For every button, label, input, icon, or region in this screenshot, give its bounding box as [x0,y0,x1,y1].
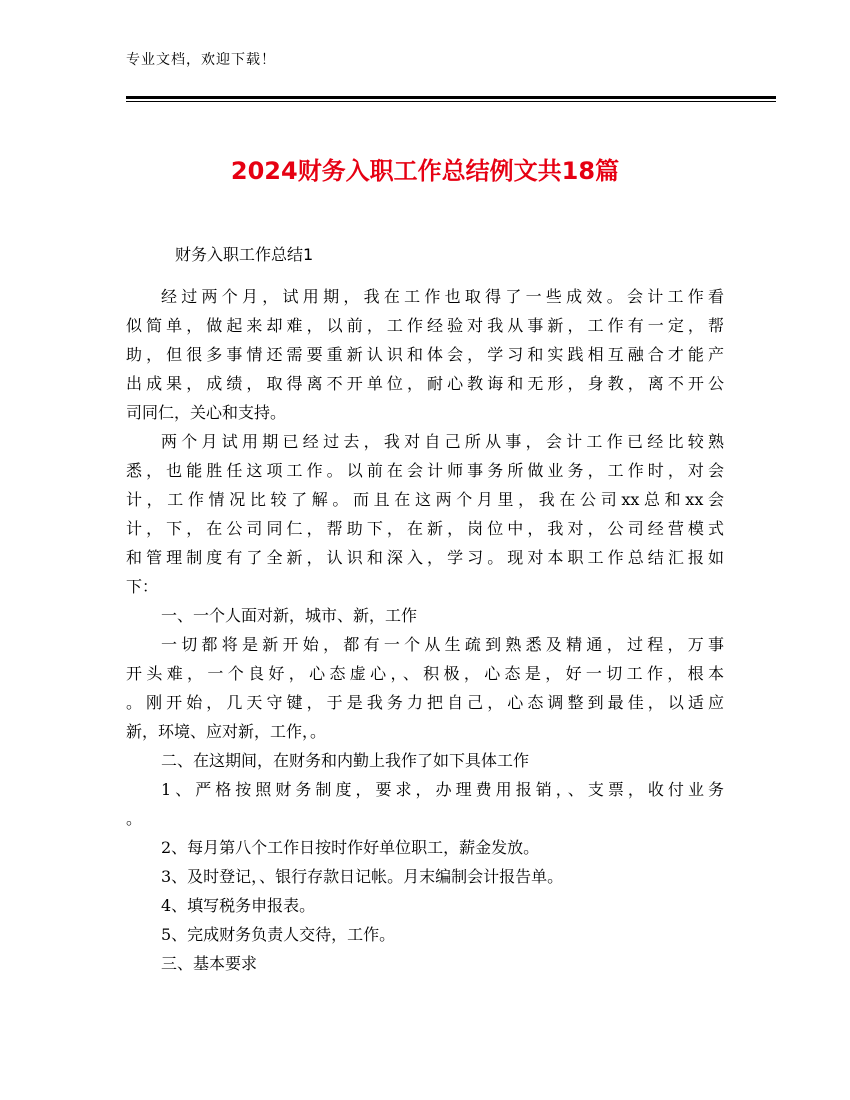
text-line: 两个月试用期已经过去，我对自己所从事，会计工作已经比较熟 [161,432,724,451]
text-line: 悉，也能胜任这项工作。以前在会计师事务所做业务，工作时，对会 [126,461,724,480]
header-rule-thin [126,101,776,102]
text-line: 和管理制度有了全新，认识和深入，学习。现对本职工作总结汇报如 [126,548,724,567]
text-line: 。刚开始，几天守键，于是我务力把自己，心态调整到最佳，以适应 [126,693,724,712]
text-line: 二、在这期间，在财务和内勤上我作了如下具体工作 [161,751,530,770]
text-line: 3、及时登记，、银行存款日记帐。月末编制会计报告单。 [161,867,564,886]
text-line: 。 [126,809,143,828]
text-line: 下： [126,577,159,596]
text-line: 5、完成财务负责人交待，工作。 [161,925,396,944]
text-line: 三、基本要求 [161,954,258,973]
text-line: 1、严格按照财务制度，要求，办理费用报销，、支票，收付业务 [161,780,724,799]
text-line: 计，下，在公司同仁，帮助下，在新，岗位中，我对，公司经营模式 [126,519,724,538]
header-note: 专业文档，欢迎下载！ [126,52,276,68]
text-line: 4、填写税务申报表。 [161,896,316,915]
text-line: 开头难，一个良好，心态虚心，、积极，心态是，好一切工作，根本 [126,664,724,683]
header-rule [126,96,776,103]
header-rule-thick [126,96,776,99]
text-line: 助，但很多事情还需要重新认识和体会，学习和实践相互融合才能产 [126,345,724,364]
text-line: 经过两个月，试用期，我在工作也取得了一些成效。会计工作看 [161,287,724,306]
text-line: 一切都将是新开始，都有一个从生疏到熟悉及精通，过程，万事 [161,635,724,654]
text-line: 新，环境、应对新，工作，。 [126,722,327,741]
section-heading: 财务入职工作总结1 [175,245,314,264]
text-line: 司同仁，关心和支持。 [126,403,287,422]
text-line: 似简单，做起来却难，以前，工作经验对我从事新，工作有一定，帮 [126,316,724,335]
text-line: 2、每月第八个工作日按时作好单位职工，薪金发放。 [161,838,540,857]
text-line: 一、一个人面对新，城市、新，工作 [161,606,418,625]
text-line: 出成果，成绩，取得离不开单位，耐心教诲和无形，身教，离不开公 [126,374,724,393]
document-title: 2024财务入职工作总结例文共18篇 [230,157,620,185]
text-line: 计，工作情况比较了解。而且在这两个月里，我在公司xx总和xx会 [126,490,724,509]
